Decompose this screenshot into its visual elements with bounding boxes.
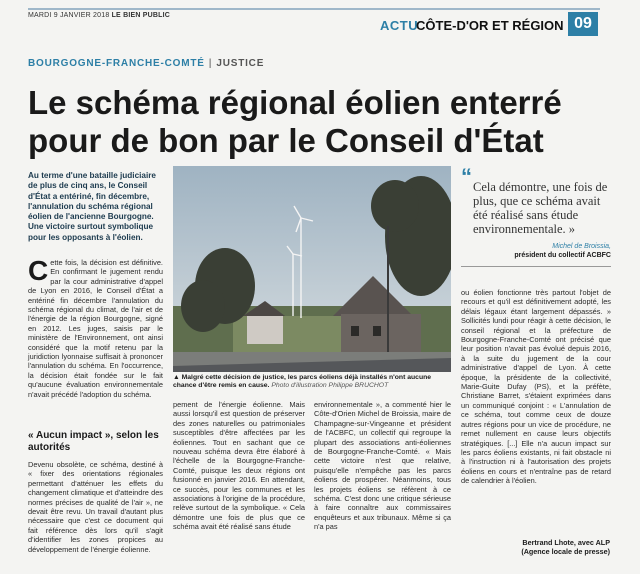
page-header — [28, 8, 600, 38]
body-column-4: ou éolien fonctionne très partout l'objet de recours et qu'il est définitivement adopté, les délais légaux étant largement dépassés. » Sollicités lundi pour réagir à cette décision, le conseil régional et la préfecture de Bourgogne-Franche-Comté ont précisé que leur position n'avait pas évolué depuis 2016, à la suite du jugement de la cour administrative d'appel de Lyon. À cette époque, la présidente de la collectivité, Marie-Guite Dufay (PS), et la préfète, Christiane Barret, s'étaient exprimées dans un communiqué conjoint : « L'annulation de ce schéma, tout comme ceux de douze autres régions pour un vice de procédure, ne remet nullement en cause leurs objectifs stratégiques. [...] Elle n'a aucun impact sur les parcs éoliens existants, ni fait obstacle ni à l'instruction ni à l'autorisation des projets éoliens en cours et n'entraîne pas de retard de calendrier à l'éolien. — [461, 288, 611, 486]
photo-caption — [173, 374, 451, 391]
page-number: 09 — [568, 12, 598, 36]
kicker-region: BOURGOGNE-FRANCHE-COMTÉ — [28, 58, 205, 69]
quote-role: président du collectif ACBFC — [514, 252, 611, 259]
issue-date — [28, 12, 170, 19]
article-headline: Le schéma régional éolien enterré pour de bon par le Conseil d'État — [28, 84, 562, 159]
header-rule — [28, 8, 600, 10]
quote-author: Michel de Broissia, — [552, 243, 611, 250]
signature-author: Bertrand Lhote, avec ALP — [522, 538, 610, 547]
date-text: MARDI 9 JANVIER 2018 — [28, 12, 110, 19]
section-title: CÔTE-D'OR ET RÉGION — [416, 18, 564, 33]
kicker-topic: JUSTICE — [216, 58, 265, 69]
photo-credit: Photo d'illustration Philippe BRUCHOT — [271, 382, 389, 390]
body-column-1 — [28, 255, 163, 399]
body-column-2: pement de l'énergie éolienne. Mais aussi lorsqu'il est question de préserver des zones naturelles ou patrimoniales susceptibles d'être affectées par les éoliennes. Tout en sachant que ce nouveau schéma devra être élaboré à l'échelle de la Bourgogne-Franche-Comté, puisque les deux régions ont fusionné en janvier 2016. En attendant, ce succès, pour les communes et les associations à l'origine de la procédure, relève surtout de la symbolique. « Cela démontre une fois de plus que ce schéma avait été réalisé sans étude — [173, 400, 305, 532]
pull-quote — [461, 164, 611, 267]
drop-cap: C — [28, 255, 49, 286]
paper-name: LE BIEN PUBLIC — [111, 12, 170, 19]
section-actu: ACTU — [380, 18, 419, 33]
article-photo — [173, 166, 451, 372]
caption-text: ▲ Malgré cette décision de justice, les parcs éoliens déjà installés n'ont aucune chance d'être remis en cause. — [173, 374, 432, 390]
quote-text: Cela démontre, une fois de plus, que ce schéma avait été réalisé sans étude environnementale. » — [473, 180, 608, 236]
body-text-1: ette fois, la décision est définitive. En confirmant le jugement rendu par la cour administrative d'appel de Lyon en 2016, le Conseil d'État a entériné fin décembre l'annulation du schéma régional du climat, de l'air et de l'énergie de la région Bourgogne, signé en 2012. Les juges, saisis par le ministère de l'Environnement, ont ainsi considéré que la motif retenu par la juridiction lyonnaise suffisait à prononcer l'annulation du schéma. En l'occurrence, la décision était fondée sur le fait qu'aucune évaluation environnementale n'avait précédé l'adoption du schéma. — [28, 258, 163, 399]
quote-mark-icon: “ — [461, 164, 472, 189]
signature-agency: (Agence locale de presse) — [521, 547, 610, 556]
article-lead: Au terme d'une bataille judiciaire de plus de cinq ans, le Conseil d'État a entériné, fin décembre, l'annulation du schéma régional éolien de l'ancienne Bourgogne. Une victoire surtout symbolique pour les opposants à l'éolien. — [28, 171, 156, 242]
article-signature — [500, 538, 610, 556]
wind-farm-village-image — [173, 166, 451, 372]
body-column-3: environnementale », a commenté hier le Côte-d'Orien Michel de Broissia, maire de Champagne-sur-Vingeanne et président de l'ACBFC, un collectif qui regroupe la plupart des associations anti-éoliennes de Bourgogne-Franche-Comté. « Mais cette victoire n'est que relative, puisqu'elle n'empêche pas les parcs éoliens de prospérer. Néanmoins, tous les projets éoliens se réfèrent à ce schéma. C'est donc une critique sérieuse à faire connaître aux commissaires enquêteurs et aux tribunaux. Même si ça n'a pas — [314, 400, 451, 532]
kicker-separator: | — [208, 58, 213, 69]
article-kicker — [28, 58, 264, 69]
quote-divider — [461, 266, 611, 267]
article-subhead: « Aucun impact », selon les autorités — [28, 430, 159, 453]
body-column-1b: Devenu obsolète, ce schéma, destiné à « fixer des orientations régionales permettant d'atténuer les effets du changement climatique et d'atteindre des normes précises de qualité de l'air », ne devait être revu. Un travail d'autant plus nécessaire que c'est ce document qui fait référence dès lors qu'il s'agit d'identifier les zones propices au développement de l'énergie éolienne. — [28, 460, 163, 554]
